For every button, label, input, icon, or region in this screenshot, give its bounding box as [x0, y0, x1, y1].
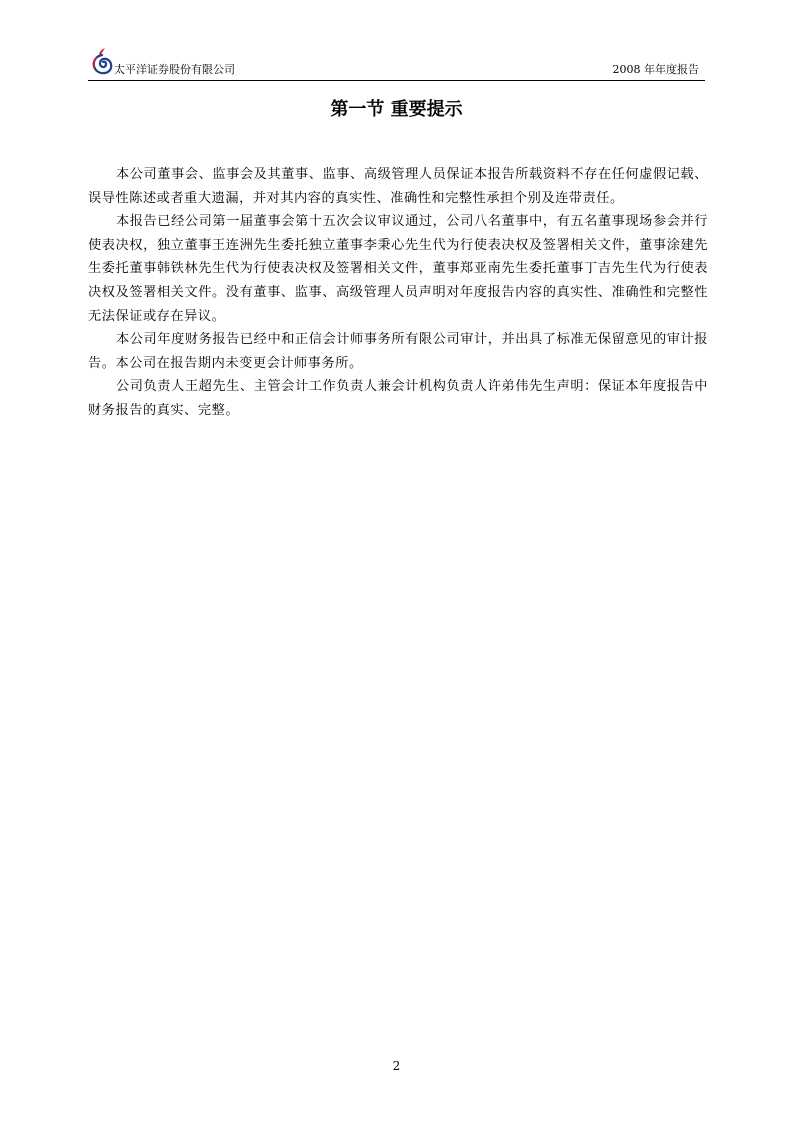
- company-logo-icon: [90, 46, 114, 76]
- paragraph: 本公司董事会、监事会及其董事、监事、高级管理人员保证本报告所载资料不存在任何虚假记载、误导性陈述或者重大遗漏，并对其内容的真实性、准确性和完整性承担个别及连带责任。: [88, 167, 708, 206]
- paragraph: 公司负责人王超先生、主管会计工作负责人兼会计机构负责人许弟伟先生声明：保证本年度报告中财务报告的真实、完整。: [88, 379, 708, 418]
- page-number: 2: [392, 1059, 401, 1073]
- page-header: [88, 44, 705, 81]
- body-text: [88, 163, 708, 423]
- paragraph: 本公司年度财务报告已经中和正信会计师事务所有限公司审计，并出具了标准无保留意见的审计报告。本公司在报告期内未变更会计师事务所。: [88, 332, 708, 371]
- report-label: 2008 年年度报告: [612, 63, 699, 76]
- section-title: 第一节 重要提示: [330, 99, 463, 120]
- company-name: 太平洋证券股份有限公司: [114, 63, 235, 76]
- paragraph: 本报告已经公司第一届董事会第十五次会议审议通过，公司八名董事中，有五名董事现场参会并行使表决权，独立董事王连洲先生委托独立董事李秉心先生代为行使表决权及签署相关文件，董事涂建先生委托董事韩铁林先生代为行使表决权及签署相关文件，董事郑亚南先生委托董事丁吉先生代为行使表决权及签署相关文件。没有董事、监事、高级管理人员声明对年度报告内容的真实性、准确性和完整性无法保证或存在异议。: [88, 214, 708, 324]
